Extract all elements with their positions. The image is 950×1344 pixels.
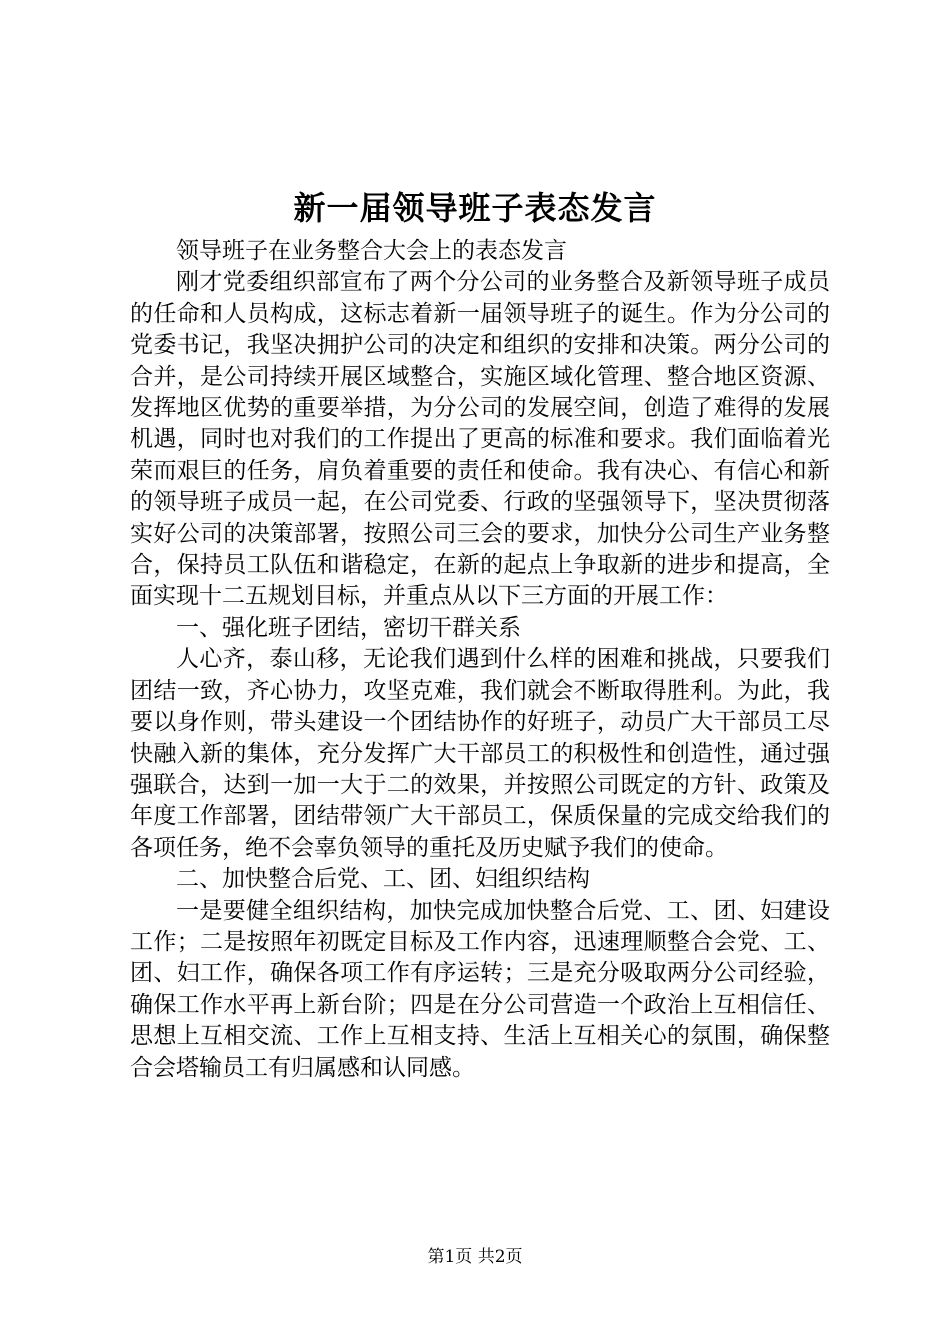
section-heading-2: 二、加快整合后党、工、团、妇组织结构 bbox=[176, 866, 590, 893]
paragraph-intro: 刚才党委组织部宣布了两个分公司的业务整合及新领导班子成员的任命和人员构成，这标志着新一届领导班子的诞生。作为分公司的党委书记，我坚决拥护公司的决定和组织的安排和决策。两分公司的合并，是公司持续开展区域整合，实施区域化管理、整合地区资源、发挥地区优势的重要举措，为分公司的发展空间，创造了难得的发展机遇，同时也对我们的工作提出了更高的标准和要求。我们面临着光荣而艰巨的任务，肩负着重要的责任和使命。我有决心、有信心和新的领导班子成员一起，在公司党委、行政的坚强领导下，坚决贯彻落实好公司的决策部署，按照公司三会的要求，加快分公司生产业务整合，保持员工队伍和谐稳定，在新的起点上争取新的进步和提高，全面实现十二五规划目标，并重点从以下三方面的开展工作： bbox=[130, 269, 830, 610]
paragraph-section-2: 一是要健全组织结构，加快完成加快整合后党、工、团、妇建设工作；二是按照年初既定目标及工作内容，迅速理顺整合会党、工、团、妇工作，确保各项工作有序运转；三是充分吸取两分公司经验，确保工作水平再上新台阶；四是在分公司营造一个政治上互相信任、思想上互相交流、工作上互相支持、生活上互相关心的氛围，确保整合会塔输员工有归属感和认同感。 bbox=[130, 897, 830, 1081]
page-footer: 第1页 共2页 bbox=[427, 1247, 523, 1267]
page-title: 新一届领导班子表态发言 bbox=[293, 189, 657, 227]
paragraph-section-1: 人心齐，泰山移，无论我们遇到什么样的困难和挑战，只要我们团结一致，齐心协力，攻坚克难，我们就会不断取得胜利。为此，我要以身作则，带头建设一个团结协作的好班子，动员广大干部员工尽快融入新的集体，充分发挥广大干部员工的积极性和创造性，通过强强联合，达到一加一大于二的效果，并按照公司既定的方针、政策及年度工作部署，团结带领广大干部员工，保质保量的完成交给我们的各项任务，绝不会辜负领导的重托及历史赋予我们的使命。 bbox=[130, 646, 830, 861]
document-body bbox=[130, 236, 830, 1084]
section-heading-1: 一、强化班子团结，密切干群关系 bbox=[176, 614, 521, 641]
paragraph-subtitle: 领导班子在业务整合大会上的表态发言 bbox=[176, 238, 567, 264]
